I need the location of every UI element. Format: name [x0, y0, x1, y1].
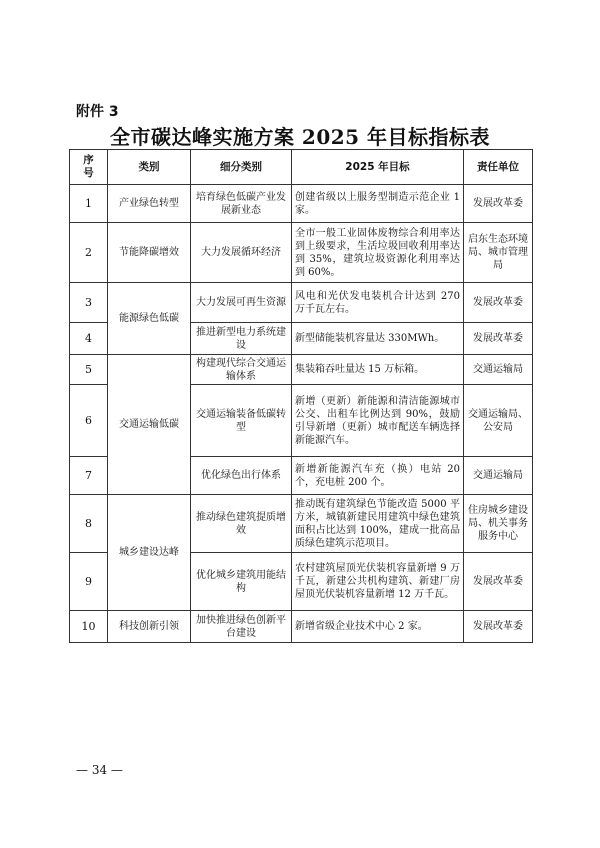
row-unit: 住房城乡建设局、机关事务服务中心 — [464, 495, 533, 553]
row-subcategory: 交通运输装备低碳转型 — [191, 385, 292, 457]
row-target: 新型储能装机容量达 330MWh。 — [292, 323, 464, 355]
table-header-row — [70, 150, 533, 185]
row-seq: 8 — [70, 495, 108, 553]
row-target: 集装箱吞吐量达 15 万标箱。 — [292, 355, 464, 385]
row-subcategory: 优化绿色出行体系 — [191, 457, 292, 495]
row-unit: 发展改革委 — [464, 553, 533, 611]
row-category: 城乡建设达峰 — [108, 495, 191, 611]
table-row — [70, 185, 533, 223]
row-seq: 7 — [70, 457, 108, 495]
row-seq: 1 — [70, 185, 108, 223]
row-subcategory: 推进新型电力系统建设 — [191, 323, 292, 355]
row-unit: 交通运输局 — [464, 457, 533, 495]
header-seq: 序 号 — [70, 150, 108, 185]
row-category: 科技创新引领 — [108, 611, 191, 643]
table-row — [70, 223, 533, 283]
row-subcategory: 优化城乡建筑用能结构 — [191, 553, 292, 611]
row-category: 节能降碳增效 — [108, 223, 191, 283]
table-row — [70, 495, 533, 553]
row-unit: 交通运输局、公安局 — [464, 385, 533, 457]
row-seq: 5 — [70, 355, 108, 385]
row-subcategory: 构建现代综合交通运输体系 — [191, 355, 292, 385]
row-subcategory: 培育绿色低碳产业发展新业态 — [191, 185, 292, 223]
row-target: 创建省级以上服务型制造示范企业 1 家。 — [292, 185, 464, 223]
row-subcategory: 大力发展循环经济 — [191, 223, 292, 283]
row-category: 交通运输低碳 — [108, 355, 191, 495]
row-seq: 4 — [70, 323, 108, 355]
table-row — [70, 355, 533, 385]
attachment-label: 附件 3 — [76, 104, 119, 120]
row-seq: 6 — [70, 385, 108, 457]
row-target: 全市一般工业固体废物综合利用率达到上级要求，生活垃圾回收利用率达到 35%，建筑垃圾资源化利用率达到 60%。 — [292, 223, 464, 283]
row-seq: 3 — [70, 283, 108, 323]
row-seq: 9 — [70, 553, 108, 611]
target-table — [69, 149, 533, 643]
table-row — [70, 283, 533, 323]
table-row — [70, 611, 533, 643]
row-subcategory: 推动绿色建筑提质增效 — [191, 495, 292, 553]
row-unit: 发展改革委 — [464, 323, 533, 355]
header-subcategory: 细分类别 — [191, 150, 292, 185]
row-target: 新增新能源汽车充（换）电站 20 个，充电桩 200 个。 — [292, 457, 464, 495]
row-target: 新增省级企业技术中心 2 家。 — [292, 611, 464, 643]
page-title: 全市碳达峰实施方案 2025 年目标指标表 — [109, 125, 491, 149]
row-unit: 发展改革委 — [464, 283, 533, 323]
row-seq: 10 — [70, 611, 108, 643]
header-unit: 责任单位 — [464, 150, 533, 185]
row-unit: 交通运输局 — [464, 355, 533, 385]
row-subcategory: 加快推进绿色创新平台建设 — [191, 611, 292, 643]
page-number: — 34 — — [76, 763, 123, 777]
header-category: 类别 — [108, 150, 191, 185]
row-unit: 启东生态环境局、城市管理局 — [464, 223, 533, 283]
row-seq: 2 — [70, 223, 108, 283]
row-unit: 发展改革委 — [464, 611, 533, 643]
row-unit: 发展改革委 — [464, 185, 533, 223]
row-category: 产业绿色转型 — [108, 185, 191, 223]
row-target: 新增（更新）新能源和清洁能源城市公交、出租车比例达到 90%，鼓励引导新增（更新）城市配送车辆选择新能源汽车。 — [292, 385, 464, 457]
header-target: 2025 年目标 — [292, 150, 464, 185]
row-target: 农村建筑屋顶光伏装机容量新增 9 万千瓦，新建公共机构建筑、新建厂房屋顶光伏装机容量新增 12 万千瓦。 — [292, 553, 464, 611]
row-target: 推动既有建筑绿色节能改造 5000 平方米，城镇新建民用建筑中绿色建筑面积占比达到 100%，建成一批高品质绿色建筑示范项目。 — [292, 495, 464, 553]
row-target: 风电和光伏发电装机合计达到 270 万千瓦左右。 — [292, 283, 464, 323]
row-category: 能源绿色低碳 — [108, 283, 191, 355]
row-subcategory: 大力发展可再生资源 — [191, 283, 292, 323]
